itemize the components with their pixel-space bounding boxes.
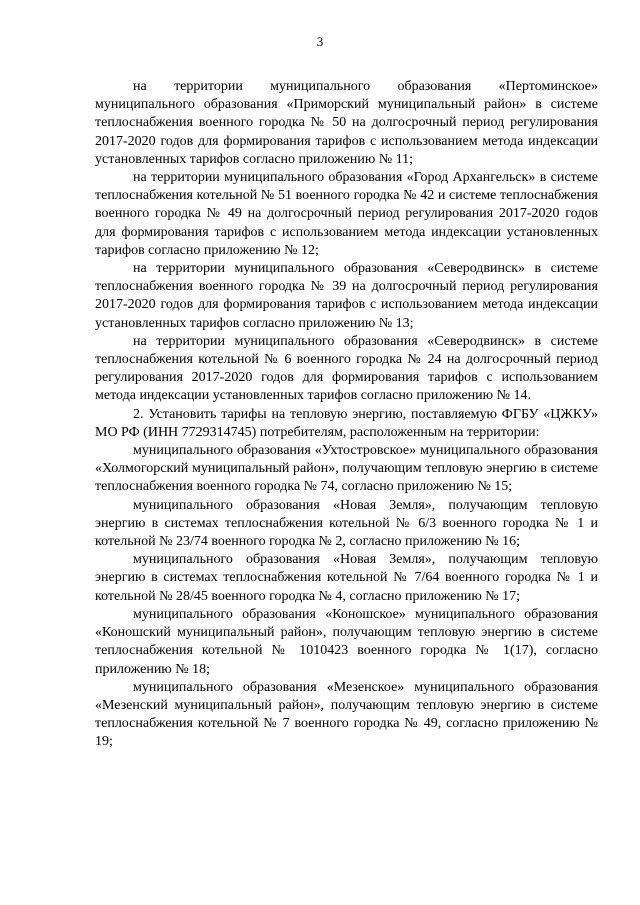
- paragraph-pertominskoe: на территории муниципального образования «Пертоминское» муниципального образования «Приморский муниципальный район» в системе теплоснабжения военного городка № 50 на долгосрочный период регулирования 2017-2020 годов для формирования тарифов с использованием метода индексации установленных тарифов согласно приложению № 11;: [95, 79, 598, 167]
- paragraph-konoshskoe: муниципального образования «Коношское» муниципального образования «Коношский муниципальный район», получающим тепловую энергию в системе теплоснабжения котельной № 1010423 военного городка № 1(17), согласно приложению № 18;: [95, 606, 598, 677]
- paragraph-novaya-zemlya-17: муниципального образования «Новая Земля», получающим тепловую энергию в системах теплоснабжения котельной № 7/64 военного городка № 1 и котельной № 28/45 военного городка № 4, согласно приложению № 17;: [95, 552, 598, 604]
- page-number: 3: [316, 34, 324, 49]
- paragraph-severodvinsk-39: на территории муниципального образования «Северодвинск» в системе теплоснабжения военного городка № 39 на долгосрочный период регулирования 2017-2020 годов для формирования тарифов с использованием метода индексации установленных тарифов согласно приложению № 13;: [95, 261, 598, 331]
- paragraph-severodvinsk-24: на территории муниципального образования «Северодвинск» в системе теплоснабжения котельной № 6 военного городка № 24 на долгосрочный период регулирования 2017-2020 годов для формирования тарифов с использованием метода индексации установленных тарифов согласно приложению № 14.: [95, 333, 598, 404]
- paragraph-item-2: 2. Установить тарифы на тепловую энергию, поставляемую ФГБУ «ЦЖКУ» МО РФ (ИНН 7729314745) потребителям, расположенным на территории:: [95, 406, 598, 440]
- paragraph-novaya-zemlya-16: муниципального образования «Новая Земля», получающим тепловую энергию в системах теплоснабжения котельной № 6/3 военного городка № 1 и котельной № 23/74 военного городка № 2, согласно приложению № 16;: [95, 497, 598, 550]
- paragraph-mezenskoe: муниципального образования «Мезенское» муниципального образования «Мезенский муниципальный район», получающим тепловую энергию в системе теплоснабжения котельной № 7 военного городка № 49, согласно приложению № 19;: [95, 679, 598, 750]
- document-body: [95, 78, 598, 752]
- paragraph-arkhangelsk: на территории муниципального образования «Город Архангельск» в системе теплоснабжения котельной № 51 военного городка № 42 и системе теплоснабжения военного городка № 49 на долгосрочный период регулирования 2017-2020 годов для формирования тарифов с использованием метода индексации установленных тарифов согласно приложению № 12;: [95, 170, 598, 258]
- paragraph-ukhtostrovskoe: муниципального образования «Ухтостровское» муниципального образования «Холмогорский муниципальный район», получающим тепловую энергию в системе теплоснабжения военного городка № 74, согласно приложению № 15;: [95, 443, 598, 495]
